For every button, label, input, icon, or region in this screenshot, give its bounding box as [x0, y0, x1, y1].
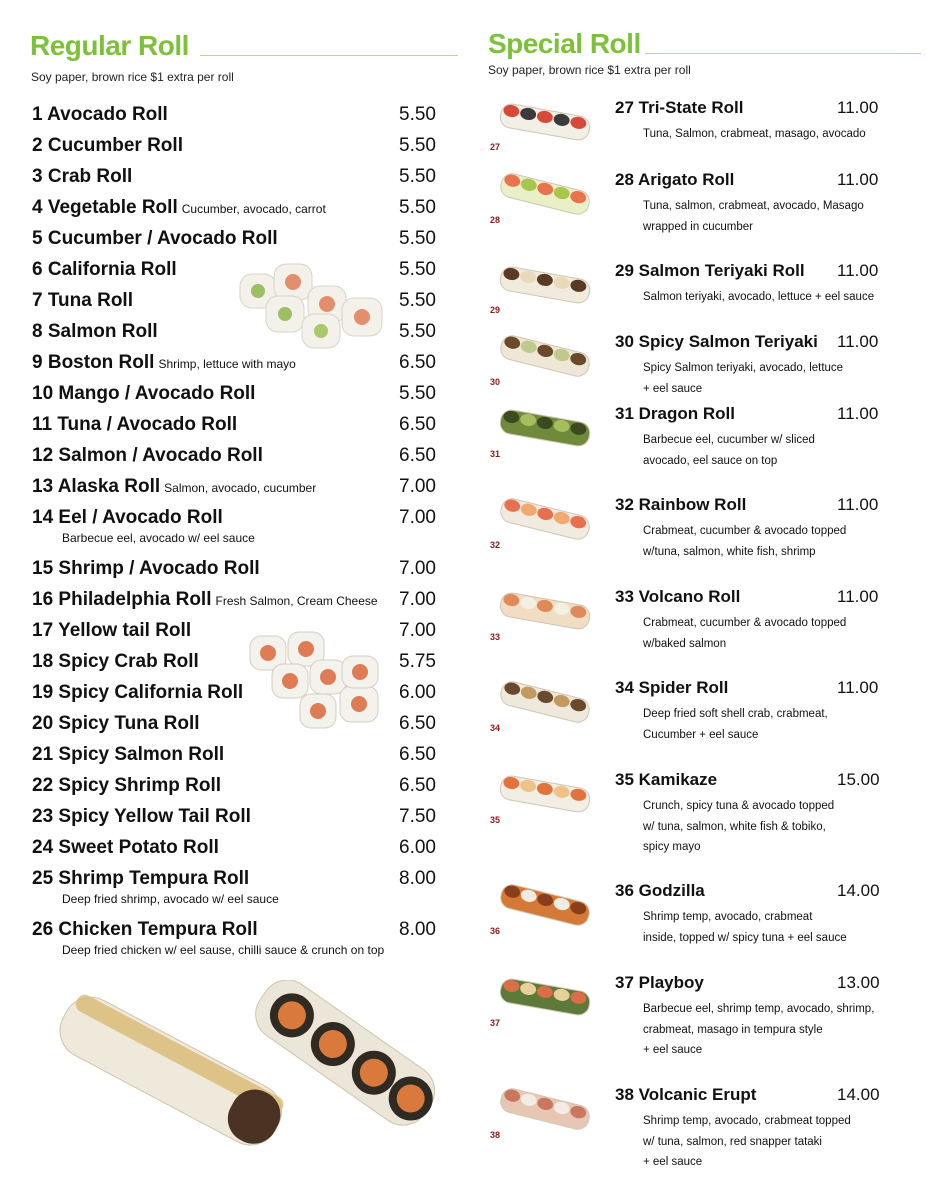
roll-name: 18 Spicy Crab Roll [32, 651, 199, 672]
roll-name: 8 Salmon Roll [32, 321, 158, 342]
roll-name: 13 Alaska Roll [32, 476, 161, 497]
featured-rolls-photo [40, 980, 440, 1170]
special-roll-number: 34 [490, 723, 501, 733]
roll-price: 8.00 [399, 868, 436, 889]
description-line: Deep fried soft shell crab, crabmeat, [643, 708, 828, 720]
description-line: w/tuna, salmon, white fish, shrimp [643, 545, 816, 558]
description-line: Crabmeat, cucumber & avocado topped [643, 617, 847, 629]
special-roll-price: 11.00 [837, 495, 879, 514]
roll-name: 7 Tuna Roll [32, 290, 133, 311]
roll-price: 7.00 [399, 589, 436, 610]
description-line: w/ tuna, salmon, red snapper tataki [643, 1135, 822, 1148]
roll-price: 6.50 [399, 713, 436, 734]
special-roll-heading: Special Roll [488, 28, 641, 59]
special-roll-number: 36 [490, 926, 501, 936]
roll-price: 5.50 [399, 228, 436, 249]
roll-name: 3 Crab Roll [32, 166, 133, 187]
special-roll-price: 11.00 [837, 261, 879, 280]
regular-roll-item [32, 135, 442, 166]
roll-price: 5.75 [399, 651, 436, 672]
roll-price: 7.00 [399, 507, 436, 528]
roll-price: 6.50 [399, 352, 436, 373]
roll-name: 10 Mango / Avocado Roll [32, 383, 256, 404]
special-roll-number: 29 [490, 305, 501, 315]
description-line: w/ tuna, salmon, white fish & tobiko, [643, 820, 826, 833]
special-roll-number: 27 [490, 142, 501, 152]
roll-name: 20 Spicy Tuna Roll [32, 713, 200, 734]
roll-description: Barbecue eel, avocado w/ eel sauce [62, 531, 255, 545]
regular-roll-item [32, 352, 442, 383]
roll-name: 12 Salmon / Avocado Roll [32, 445, 263, 466]
special-roll-description [643, 999, 903, 1061]
special-roll-price: 11.00 [837, 98, 879, 117]
special-roll-item [488, 770, 908, 870]
special-roll-name: 27 Tri-State Roll [615, 98, 744, 117]
description-line: Crabmeat, cucumber & avocado topped [643, 525, 847, 537]
special-roll-number: 30 [490, 377, 501, 387]
roll-name: 5 Cucumber / Avocado Roll [32, 228, 278, 249]
roll-price: 5.50 [399, 290, 436, 311]
description-line: avocado, eel sauce on top [643, 454, 778, 467]
regular-roll-item [32, 868, 442, 919]
regular-roll-item [32, 383, 442, 414]
special-roll-description [643, 358, 903, 399]
special-roll-name: 29 Salmon Teriyaki Roll [615, 261, 805, 280]
special-roll-name: 30 Spicy Salmon Teriyaki [615, 332, 818, 351]
description-line: Tuna, Salmon, crabmeat, masago, avocado [643, 128, 866, 140]
roll-price: 6.50 [399, 744, 436, 765]
special-roll-number: 35 [490, 815, 501, 825]
special-roll-description [643, 796, 903, 858]
special-roll-description [643, 907, 903, 948]
roll-name: 11 Tuna / Avocado Roll [32, 414, 238, 435]
description-line: spicy mayo [643, 841, 701, 853]
description-line: crabmeat, masago in tempura style [643, 1023, 823, 1036]
roll-name: 6 California Roll [32, 259, 177, 280]
special-roll-price: 14.00 [837, 1085, 880, 1104]
description-line: + eel sauce [643, 1156, 703, 1168]
roll-inline-description: Salmon, avocado, cucumber [164, 481, 317, 495]
special-roll-number: 28 [490, 215, 501, 225]
regular-roll-item [32, 589, 442, 620]
regular-roll-item [32, 837, 442, 868]
roll-description: Deep fried shrimp, avocado w/ eel sauce [62, 892, 279, 906]
roll-price: 6.50 [399, 414, 436, 435]
special-roll-description [643, 430, 903, 471]
roll-price: 5.50 [399, 197, 436, 218]
roll-price: 8.00 [399, 919, 436, 940]
roll-inline-description: Cucumber, avocado, carrot [181, 202, 326, 216]
roll-price: 7.00 [399, 476, 436, 497]
description-line: w/baked salmon [643, 637, 727, 650]
regular-roll-item [32, 806, 442, 837]
description-line: Shrimp temp, avocado, crabmeat topped [643, 1115, 851, 1127]
special-roll-photo [490, 967, 598, 1029]
special-roll-number: 37 [490, 1018, 501, 1028]
roll-price: 7.00 [399, 620, 436, 641]
philadelphia-roll-photo [244, 630, 390, 740]
special-roll-price: 11.00 [837, 170, 879, 189]
roll-price: 7.50 [399, 806, 436, 827]
description-line: Crunch, spicy tuna & avocado topped [643, 800, 835, 812]
regular-roll-list [32, 104, 442, 970]
regular-roll-item [32, 558, 442, 589]
roll-name: 14 Eel / Avocado Roll [32, 507, 223, 528]
california-roll-photo [238, 262, 388, 352]
roll-name: 23 Spicy Yellow Tail Roll [32, 806, 251, 827]
regular-roll-item [32, 775, 442, 806]
regular-roll-item [32, 414, 442, 445]
special-roll-photo [490, 875, 598, 937]
special-roll-number: 38 [490, 1130, 501, 1140]
special-roll-price: 15.00 [837, 770, 880, 789]
regular-roll-item [32, 445, 442, 476]
roll-inline-description: Fresh Salmon, Cream Cheese [215, 594, 378, 608]
special-roll-photo [490, 672, 598, 734]
description-line: wrapped in cucumber [643, 220, 753, 233]
description-line: Barbecue eel, cucumber w/ sliced [643, 434, 815, 446]
description-line: + eel sauce [643, 1044, 703, 1056]
special-roll-name: 37 Playboy [615, 973, 704, 992]
special-roll-description [643, 287, 903, 308]
special-roll-price: 13.00 [837, 973, 880, 992]
special-roll-photo [490, 326, 598, 388]
special-roll-name: 32 Rainbow Roll [615, 495, 747, 514]
special-roll-item [488, 973, 908, 1073]
regular-roll-heading: Regular Roll [30, 30, 189, 61]
description-line: Tuna, salmon, crabmeat, avocado, Masago [643, 200, 864, 212]
special-roll-item [488, 1085, 908, 1185]
roll-name: 25 Shrimp Tempura Roll [32, 868, 250, 889]
special-roll-description [643, 196, 903, 237]
roll-price: 5.50 [399, 383, 436, 404]
roll-price: 5.50 [399, 104, 436, 125]
roll-price: 6.50 [399, 775, 436, 796]
regular-roll-item [32, 476, 442, 507]
special-roll-number: 32 [490, 540, 501, 550]
special-roll-photo [490, 92, 598, 154]
special-roll-price: 11.00 [837, 404, 879, 423]
special-roll-number: 33 [490, 632, 501, 642]
roll-name: 9 Boston Roll [32, 352, 155, 373]
special-roll-photo [490, 255, 598, 317]
special-roll-photo [490, 1079, 598, 1141]
roll-name: 22 Spicy Shrimp Roll [32, 775, 221, 796]
roll-price: 5.50 [399, 135, 436, 156]
roll-price: 7.00 [399, 558, 436, 579]
special-roll-item [488, 678, 908, 778]
regular-roll-item [32, 507, 442, 558]
roll-name: 21 Spicy Salmon Roll [32, 744, 225, 765]
regular-roll-item [32, 104, 442, 135]
regular-roll-item [32, 744, 442, 775]
description-line: + eel sauce [643, 382, 703, 395]
roll-name: 4 Vegetable Roll [32, 197, 178, 218]
special-roll-price: 11.00 [837, 332, 879, 351]
special-roll-number: 31 [490, 449, 501, 459]
roll-name: 2 Cucumber Roll [32, 135, 183, 156]
special-roll-name: 31 Dragon Roll [615, 404, 735, 423]
regular-roll-item [32, 228, 442, 259]
special-roll-name: 28 Arigato Roll [615, 170, 735, 189]
regular-heading-rule [200, 55, 458, 56]
regular-roll-item [32, 919, 442, 970]
special-roll-description [643, 704, 903, 745]
special-roll-description [643, 521, 903, 562]
special-roll-price: 14.00 [837, 881, 880, 900]
special-roll-name: 34 Spider Roll [615, 678, 729, 697]
special-roll-price: 11.00 [837, 587, 879, 606]
special-heading-rule [645, 53, 921, 54]
description-line: Barbecue eel, shrimp temp, avocado, shrimp, [643, 1003, 875, 1015]
roll-name: 16 Philadelphia Roll [32, 589, 212, 610]
special-roll-description [643, 613, 903, 654]
roll-name: 1 Avocado Roll [32, 104, 168, 125]
special-roll-price: 11.00 [837, 678, 879, 697]
roll-name: 15 Shrimp / Avocado Roll [32, 558, 260, 579]
roll-inline-description: Shrimp, lettuce with mayo [158, 357, 296, 371]
description-line: inside, topped w/ spicy tuna + eel sauce [643, 931, 847, 944]
special-note: Soy paper, brown rice $1 extra per roll [488, 63, 691, 77]
special-roll-description [643, 124, 903, 145]
regular-roll-item [32, 197, 442, 228]
roll-name: 19 Spicy California Roll [32, 682, 244, 703]
roll-name: 26 Chicken Tempura Roll [32, 919, 258, 940]
special-roll-name: 36 Godzilla [615, 881, 705, 900]
roll-name: 17 Yellow tail Roll [32, 620, 192, 641]
roll-description: Deep fried chicken w/ eel sause, chilli sauce & crunch on top [62, 943, 385, 957]
special-roll-photo [490, 581, 598, 643]
special-roll-description [643, 1111, 903, 1173]
special-roll-photo [490, 398, 598, 460]
roll-price: 5.50 [399, 166, 436, 187]
roll-name: 24 Sweet Potato Roll [32, 837, 219, 858]
special-roll-photo [490, 164, 598, 226]
special-roll-photo [490, 764, 598, 826]
roll-price: 6.00 [399, 682, 436, 703]
roll-price: 5.50 [399, 259, 436, 280]
description-line: Shrimp temp, avocado, crabmeat [643, 911, 813, 923]
regular-roll-item [32, 166, 442, 197]
roll-price: 5.50 [399, 321, 436, 342]
special-roll-name: 35 Kamikaze [615, 770, 718, 789]
special-roll-item [488, 495, 908, 595]
special-roll-name: 38 Volcanic Erupt [615, 1085, 757, 1104]
special-roll-photo [490, 489, 598, 551]
roll-price: 6.00 [399, 837, 436, 858]
description-line: Salmon teriyaki, avocado, lettuce + eel sauce [643, 291, 875, 303]
regular-note: Soy paper, brown rice $1 extra per roll [31, 70, 234, 84]
roll-price: 6.50 [399, 445, 436, 466]
special-roll-name: 33 Volcano Roll [615, 587, 741, 606]
description-line: Spicy Salmon teriyaki, avocado, lettuce [643, 362, 844, 374]
special-roll-item [488, 881, 908, 981]
description-line: Cucumber + eel sauce [643, 728, 759, 741]
